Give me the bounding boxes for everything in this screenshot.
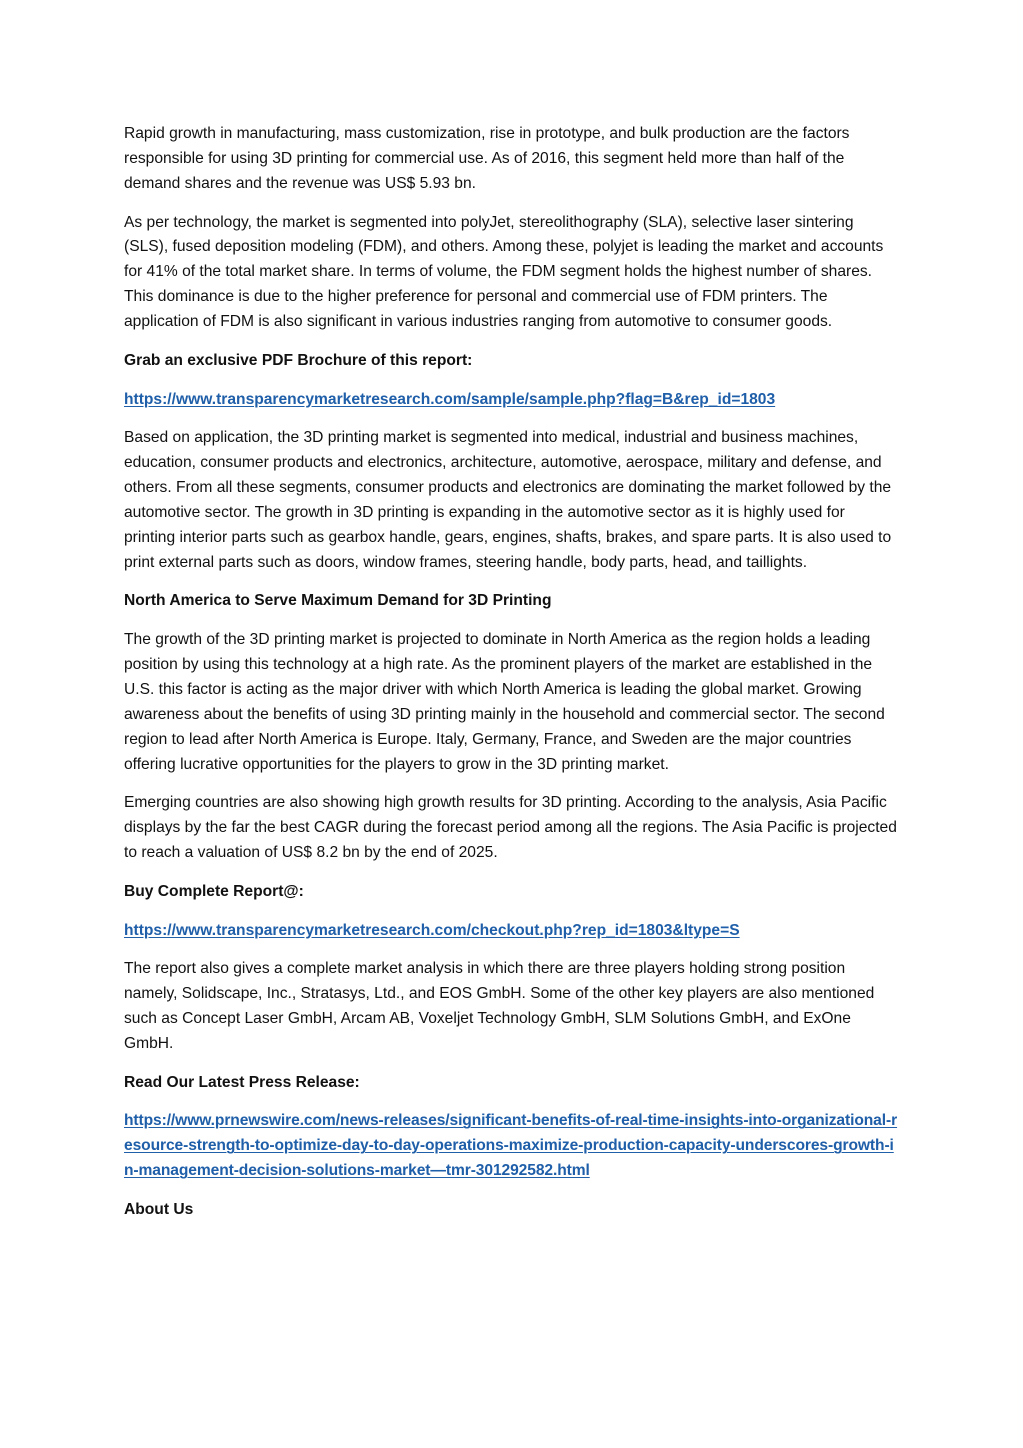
paragraph-north-america: The growth of the 3D printing market is projected to dominate in North America as the region holds a leading position by using this technology at a high rate. As the prominent players of the market are established in the U.S. this factor is acting as the major driver with which North America is leading the global market. Growing awareness about the benefits of using 3D printing mainly in the household and commercial sector. The second region to lead after North America is Europe. Italy, Germany, France, and Sweden are the major countries offering lucrative opportunities for the players to grow in the 3D printing market. [124, 631, 885, 773]
heading-about-us: About Us [124, 1200, 194, 1218]
paragraph-technology: As per technology, the market is segmented into polyJet, stereolithography (SLA), selective laser sintering (SLS), fused deposition modeling (FDM), and others. Among these, polyjet is leading the market and accounts for 41% of the total market share. In terms of volume, the FDM segment holds the highest number of shares. This dominance is due to the higher preference for personal and commercial use of FDM printers. The application of FDM is also significant in various industries ranging from automotive to consumer goods. [124, 213, 884, 331]
paragraph-emerging-countries: Emerging countries are also showing high growth results for 3D printing. According to the analysis, Asia Pacific displays by the far the best CAGR during the forecast period among all the regions. The Asia Pacific is projected to reach a valuation of US$ 8.2 bn by the end of 2025. [124, 794, 897, 862]
paragraph-key-players: The report also gives a complete market analysis in which there are three players holding strong position namely, Solidscape, Inc., Stratasys, Ltd., and EOS GmbH. Some of the other key players are also mentioned such as Concept Laser GmbH, Arcam AB, Voxeljet Technology GmbH, SLM Solutions GmbH, and ExOne GmbH. [124, 960, 875, 1053]
paragraph-application: Based on application, the 3D printing market is segmented into medical, industrial and business machines, education, consumer products and electronics, architecture, automotive, aerospace, military and defense, and others. From all these segments, consumer products and electronics are dominating the market followed by the automotive sector. The growth in 3D printing is expanding in the automotive sector as it is highly used for printing interior parts such as gearbox handle, gears, engines, shafts, brakes, and spare parts. It is also used to print external parts such as doors, window frames, steering handle, body parts, head, and taillights. [124, 429, 892, 571]
buy-report-link[interactable]: https://www.transparencymarketresearch.com/checkout.php?rep_id=1803&ltype=S [124, 921, 740, 939]
heading-buy-report: Buy Complete Report@: [124, 882, 304, 900]
brochure-link[interactable]: https://www.transparencymarketresearch.com/sample/sample.php?flag=B&rep_id=1803 [124, 390, 776, 408]
document-body [124, 122, 900, 1237]
heading-north-america: North America to Serve Maximum Demand for 3D Printing [124, 592, 552, 610]
paragraph-commercial-use: Rapid growth in manufacturing, mass customization, rise in prototype, and bulk production are the factors responsible for using 3D printing for commercial use. As of 2016, this segment held more than half of the demand shares and the revenue was US$ 5.93 bn. [124, 125, 850, 192]
heading-brochure: Grab an exclusive PDF Brochure of this report: [124, 351, 473, 369]
press-release-link[interactable]: https://www.prnewswire.com/news-releases/significant-benefits-of-real-time-insights-into-organizational-resource-strength-to-optimize-day-to-day-operations-maximize-production-capacity-underscores-growth-in-management-decision-solutions-market—tmr-301292582.html [124, 1112, 898, 1180]
heading-press-release: Read Our Latest Press Release: [124, 1073, 360, 1091]
